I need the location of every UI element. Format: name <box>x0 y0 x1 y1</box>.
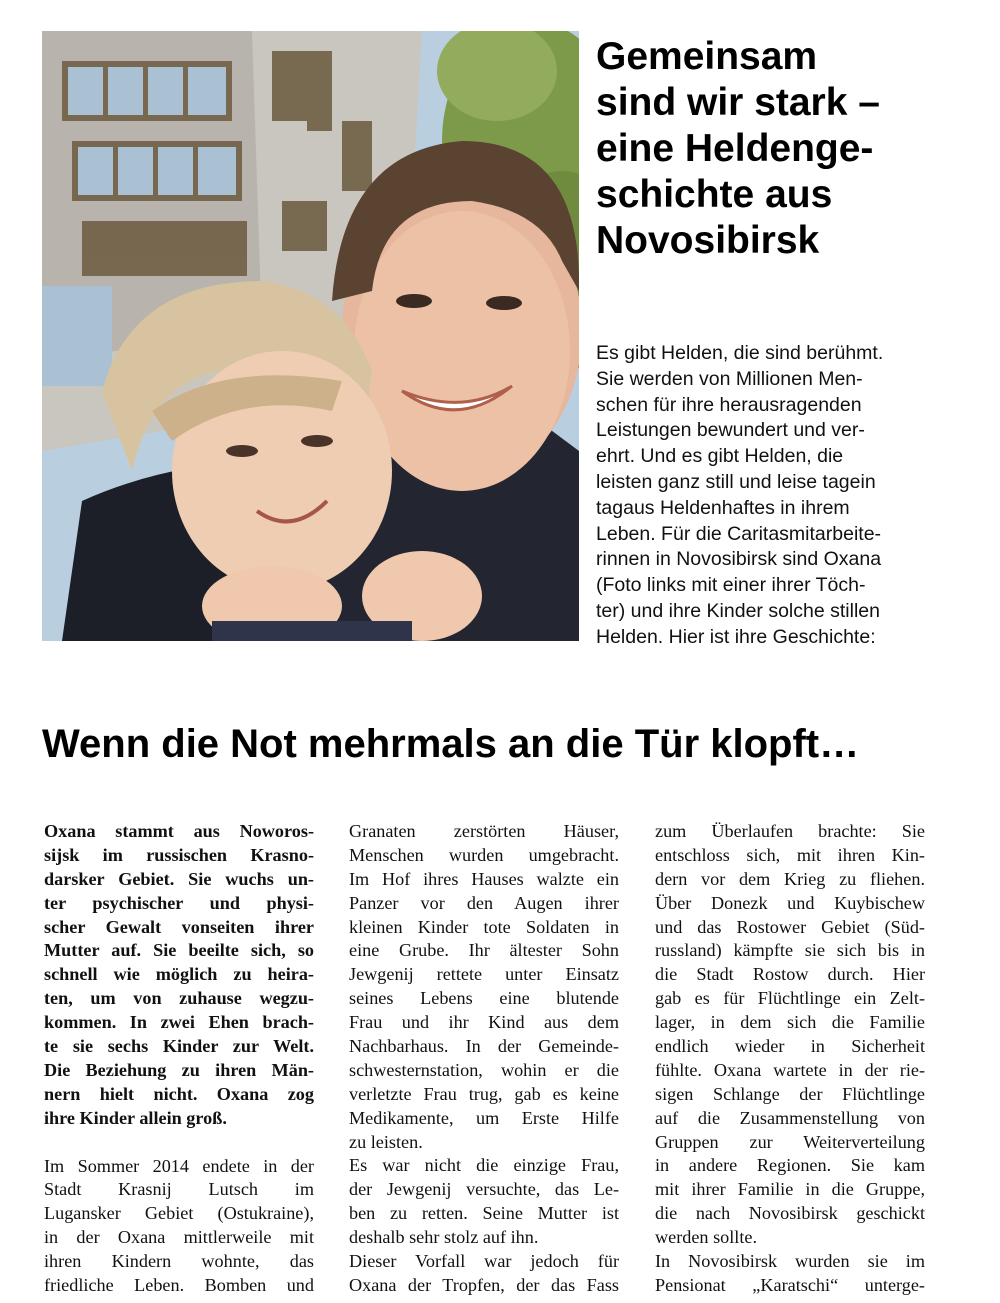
text-line: Jewgenij rettete unter Einsatz <box>349 964 619 985</box>
text-line: Granaten zerstörten Häuser, <box>349 821 619 841</box>
intro-line: Leistungen bewundert und ver- <box>596 419 865 442</box>
body-paragraph <box>349 1154 619 1250</box>
text-line: ihren Kindern wohnte, das <box>44 1251 314 1272</box>
text-line: Die Beziehung zu ihren Män- <box>44 1059 314 1080</box>
text-line: seines Lebens eine blutende <box>349 988 619 1009</box>
intro-line: Es gibt Helden, die sind berühmt. <box>596 342 884 364</box>
text-line: auf die Zusammenstellung von <box>655 1107 925 1128</box>
text-line: ben zu retten. Seine Mutter ist <box>349 1203 619 1224</box>
intro-line: (Foto links mit einer ihrer Töch- <box>596 574 866 597</box>
text-line: in der Oxana mittlerweile mit <box>44 1227 314 1248</box>
intro-line: tagaus Heldenhaftes in ihrem <box>596 496 850 519</box>
text-line: kommen. In zwei Ehen brach- <box>44 1012 314 1033</box>
mother-daughter-photo <box>42 31 579 641</box>
text-line: sijsk im russischen Krasno- <box>44 844 314 865</box>
text-line: sigen Schlange der Flüchtlinge <box>655 1083 925 1104</box>
body-paragraph <box>349 820 619 1154</box>
text-line: Pensionat „Karatschi“ unterge- <box>655 1274 925 1295</box>
text-line: die nach Novosibirsk geschickt <box>655 1203 925 1224</box>
intro-line: ehrt. Und es gibt Helden, die <box>596 445 844 468</box>
text-line: mit ihrer Familie in die Gruppe, <box>655 1179 925 1200</box>
text-line: ten, um von zuhause wegzu- <box>44 988 314 1009</box>
lead-paragraph <box>44 820 314 1131</box>
text-line: russland) kämpfte sie sich bis in <box>655 940 925 961</box>
text-line: Menschen wurden umgebracht. <box>349 844 619 865</box>
text-line: entschloss sich, mit ihren Kin- <box>655 844 925 865</box>
text-line: zum Überlaufen brachte: Sie <box>655 821 925 841</box>
text-line: Oxana stammt aus Noworos- <box>44 821 314 841</box>
headline-line: Novosibirsk <box>596 219 820 262</box>
text-line: Im Sommer 2014 endete in der <box>44 1155 314 1176</box>
text-line: Mutter auf. Sie beeilte sich, so <box>44 940 314 961</box>
text-line: Lugansker Gebiet (Ostukraine), <box>44 1203 314 1224</box>
text-line: scher Gewalt vonseiten ihrer <box>44 916 314 937</box>
text-line: te sie sechs Kinder zur Welt. <box>44 1036 314 1057</box>
text-line: darsker Gebiet. Sie wuchs un- <box>44 868 314 889</box>
section-subheadline: Wenn die Not mehrmals an die Tür klopft… <box>42 722 860 766</box>
text-line: Panzer vor den Augen ihrer <box>349 892 619 913</box>
text-column-2 <box>349 820 619 1298</box>
text-line: kleinen Kinder tote Soldaten in <box>349 916 619 937</box>
text-line: Gruppen zur Weiterverteilung <box>655 1131 925 1152</box>
text-line: Oxana der Tropfen, der das Fass <box>349 1274 619 1295</box>
text-line: ihre Kinder allein groß. <box>44 1107 227 1128</box>
text-line: Über Donezk und Kuybischew <box>655 892 925 913</box>
text-line: In Novosibirsk wurden sie im <box>655 1251 925 1272</box>
text-line: zu leisten. <box>349 1131 423 1152</box>
text-line: friedliche Leben. Bomben und <box>44 1275 314 1296</box>
text-line: und das Rostower Gebiet (Süd- <box>655 916 925 937</box>
text-line: in andere Regionen. Sie kam <box>655 1155 925 1176</box>
intro-line: rinnen in Novosibirsk sind Oxana <box>596 548 882 571</box>
headline-line: schichte aus <box>596 173 833 216</box>
headline-line: Gemeinsam <box>596 35 818 78</box>
text-line: endlich wieder in Sicherheit <box>655 1036 925 1057</box>
intro-line: Leben. Für die Caritasmitarbeite- <box>596 522 882 545</box>
text-line: Es war nicht die einzige Frau, <box>349 1155 619 1176</box>
body-paragraph <box>655 820 925 1250</box>
intro-line: schen für ihre herausragenden <box>596 393 862 416</box>
intro-line: Sie werden von Millionen Men- <box>596 367 863 390</box>
text-line: fühlte. Oxana wartete in der rie- <box>655 1059 925 1080</box>
headline-line: eine Heldenge- <box>596 127 874 170</box>
intro-line: leisten ganz still und leise tagein <box>596 470 876 493</box>
headline-line: sind wir stark – <box>596 81 880 124</box>
text-line: deshalb sehr stolz auf ihn. <box>349 1227 539 1248</box>
text-line: verletzte Frau trug, gab es keine <box>349 1083 619 1104</box>
text-line: Dieser Vorfall war jedoch für <box>349 1251 619 1272</box>
text-line: schnell wie möglich zu heira- <box>44 964 314 985</box>
text-line: ter psychischer und physi- <box>44 892 314 913</box>
body-paragraph <box>349 1250 619 1298</box>
text-line: dern vor dem Krieg zu fliehen. <box>655 868 925 889</box>
text-column-3 <box>655 820 925 1298</box>
intro-paragraph <box>596 341 956 651</box>
article-photo <box>42 31 579 641</box>
text-line: Stadt Krasnij Lutsch im <box>44 1179 314 1200</box>
text-line: gab es für Flüchtlinge ein Zelt- <box>655 988 925 1009</box>
text-column-1 <box>44 820 314 1298</box>
text-line: eine Grube. Ihr ältester Sohn <box>349 940 619 961</box>
article-headline <box>596 34 976 264</box>
text-line: Medikamente, um Erste Hilfe <box>349 1107 619 1128</box>
text-line: Im Hof ihres Hauses walzte ein <box>349 868 619 889</box>
text-line: werden sollte. <box>655 1227 758 1248</box>
text-line: schwesternstation, wohin er die <box>349 1059 619 1080</box>
intro-line: ter) und ihre Kinder solche stillen <box>596 599 880 622</box>
text-line: Nachbarhaus. In der Gemeinde- <box>349 1036 619 1057</box>
body-paragraph <box>44 1155 314 1298</box>
text-line: nern hielt nicht. Oxana zog <box>44 1083 314 1104</box>
text-line: die Stadt Rostow durch. Hier <box>655 964 925 985</box>
text-line: Frau und ihr Kind aus dem <box>349 1012 619 1033</box>
body-paragraph <box>655 1250 925 1298</box>
text-line: lager, in dem sich die Familie <box>655 1012 925 1033</box>
text-line: der Jewgenij versuchte, das Le- <box>349 1179 619 1200</box>
intro-line: Helden. Hier ist ihre Geschichte: <box>596 625 876 648</box>
